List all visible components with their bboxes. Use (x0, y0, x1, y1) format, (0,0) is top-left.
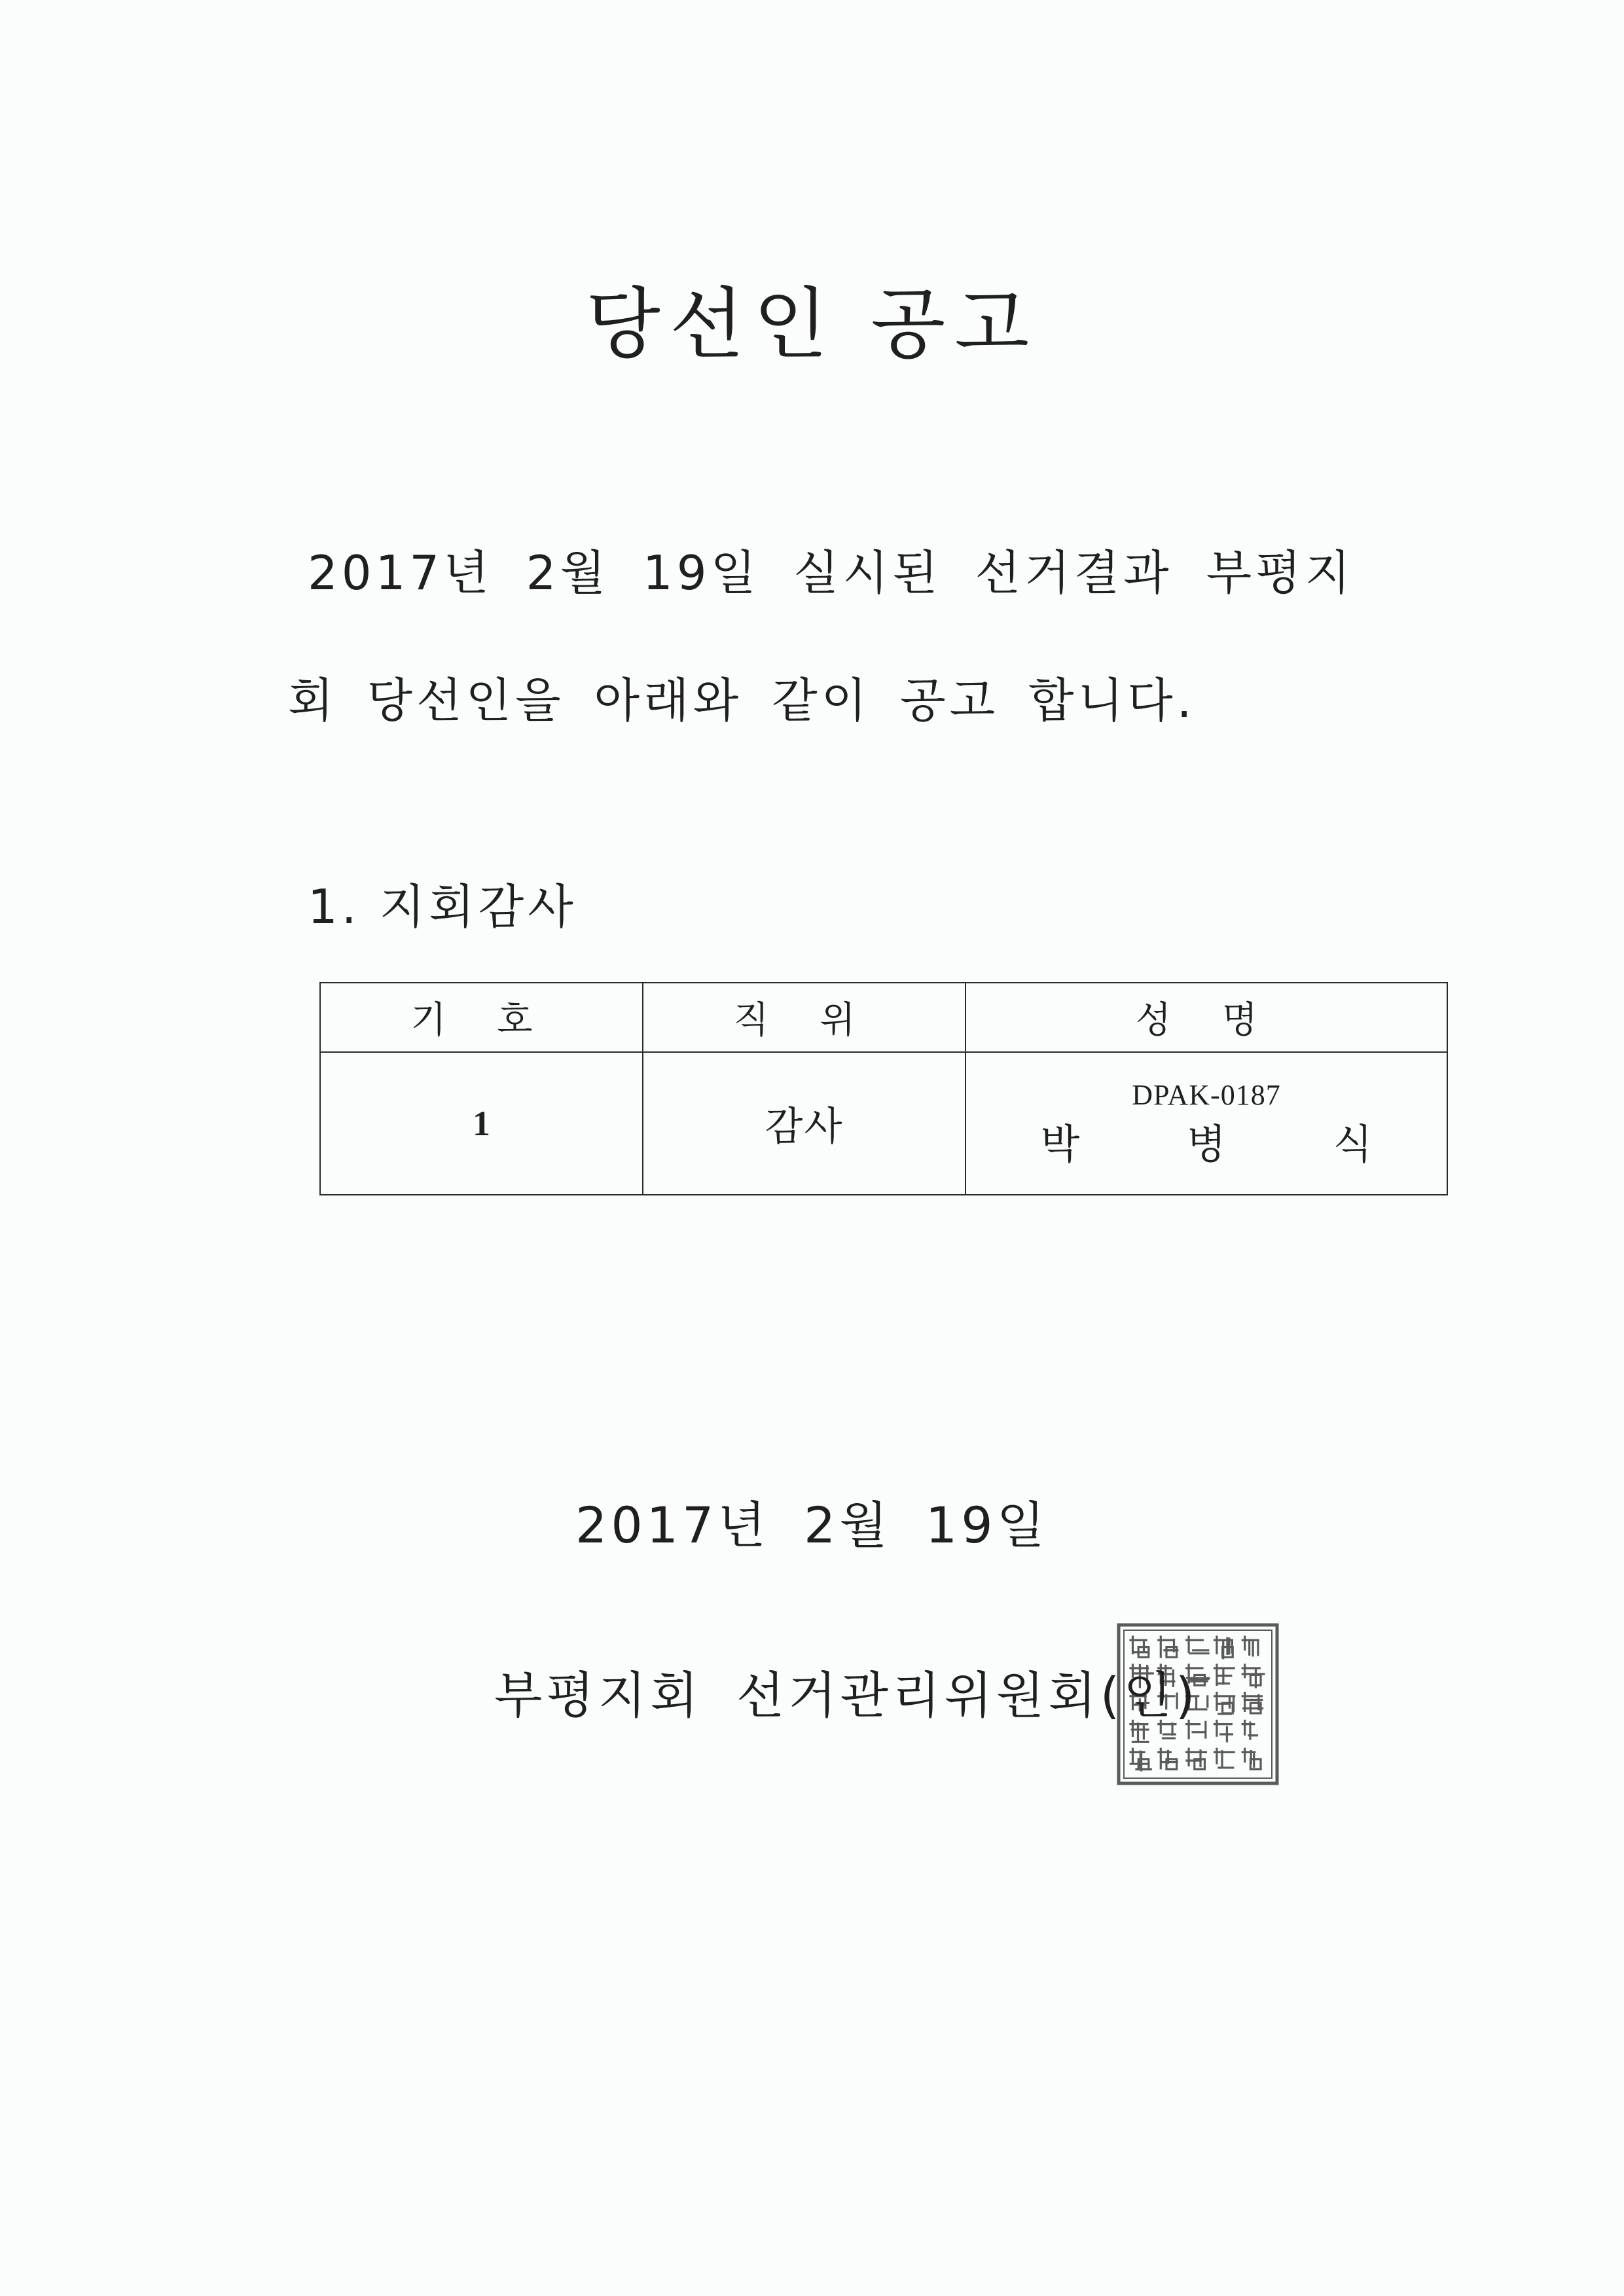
member-name: 박 병 식 (1040, 1120, 1420, 1168)
row-name-cell (965, 1052, 1447, 1195)
header-position: 직 위 (643, 983, 965, 1052)
member-id: DPAK-0187 (1132, 1079, 1281, 1111)
seal-glyph (1214, 1693, 1234, 1714)
announcement-text-line-1: 2017년 2월 19일 실시된 선거결과 부평지 (308, 545, 1355, 600)
header-name: 성 명 (965, 983, 1447, 1052)
seal-glyph (1214, 1665, 1234, 1685)
seal-glyph (1130, 1637, 1149, 1657)
header-number: 기 호 (320, 983, 643, 1052)
row-position: 감사 (643, 1052, 965, 1195)
seal-glyph (1187, 1749, 1206, 1769)
seal-glyph (1242, 1665, 1264, 1687)
seal-glyph (1242, 1693, 1262, 1713)
table-header-row (320, 983, 1447, 1052)
section-heading: 1. 지회감사 (308, 879, 577, 934)
announcement-text-line-2: 회 당선인을 아래와 같이 공고 합니다. (288, 673, 1196, 728)
seal-glyph (1242, 1749, 1261, 1769)
issue-date: 2017년 2월 19일 (575, 1496, 1049, 1554)
seal-glyph (1159, 1749, 1177, 1769)
document-title: 당선인 공고 (585, 279, 1039, 369)
seal-glyph (1130, 1749, 1151, 1770)
seal-glyph (1214, 1721, 1232, 1741)
seal-glyph (1159, 1637, 1178, 1657)
issuer-name: 부평지회 선거관리위원회(인) (494, 1666, 1199, 1724)
table-row (320, 1052, 1447, 1195)
elected-table (319, 982, 1448, 1195)
seal-glyph (1187, 1637, 1208, 1653)
row-number: 1 (320, 1052, 643, 1195)
seal-glyph (1214, 1749, 1234, 1768)
seal-glyph (1242, 1721, 1257, 1739)
seal-glyph (1214, 1637, 1233, 1658)
seal-glyph (1242, 1637, 1258, 1656)
